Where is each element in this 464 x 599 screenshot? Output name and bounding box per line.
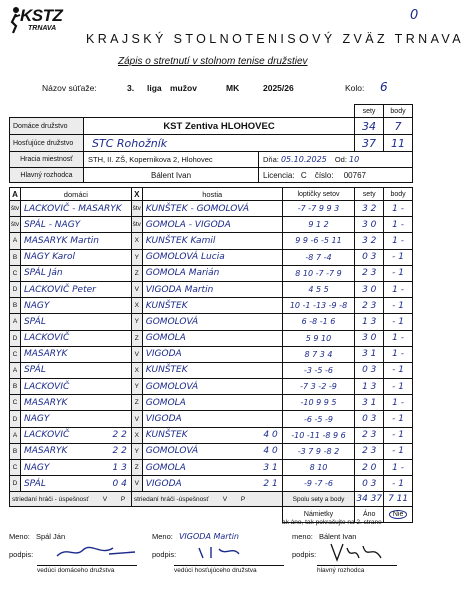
- total-sety: 34 37: [355, 492, 384, 507]
- match-row: [10, 379, 413, 395]
- guest-slot-code: Y: [131, 249, 142, 265]
- body-result: - 1: [384, 314, 413, 330]
- guest-slot-code: štv: [131, 217, 142, 233]
- home-slot-code: C: [10, 395, 21, 411]
- home-player: NAGY Karol: [20, 249, 131, 265]
- col-body: body: [384, 188, 413, 201]
- match-row: [10, 395, 413, 411]
- competition-category: mužov: [170, 83, 197, 93]
- home-slot-code: B: [10, 298, 21, 314]
- home-slot-code: A: [10, 362, 21, 378]
- org-title: KRAJSKÝ STOLNOTENISOVÝ ZVÄZ TRNAVA: [86, 32, 464, 46]
- home-slot-code: štv: [10, 217, 21, 233]
- sety-result: 3 1: [355, 346, 384, 362]
- competition-division: MK: [226, 83, 240, 93]
- sety-result: 0 3: [355, 476, 384, 492]
- match-row: [10, 314, 413, 330]
- date-value: 05.10.2025: [280, 155, 327, 164]
- home-player: NAGY: [20, 411, 131, 427]
- match-row: [10, 281, 413, 297]
- match-row: [10, 249, 413, 265]
- guest-player: GOMOLOVÁ: [142, 379, 282, 395]
- sub-guest-v: V: [222, 495, 228, 503]
- sety-result: 2 0: [355, 460, 384, 476]
- sub-home-v: V: [102, 495, 108, 503]
- guest-player: GOMOLA Marián: [142, 265, 282, 281]
- home-player: SPÁL: [20, 314, 131, 330]
- sub-guest-label: striedaní hráči -úspešnosť: [133, 495, 209, 503]
- home-slot-code: C: [10, 265, 21, 281]
- home-player: NAGY 1 3: [20, 460, 131, 476]
- referee-label: Hlavný rozhodca: [10, 168, 84, 183]
- home-sub-score: 0 4: [112, 478, 127, 489]
- sety-label: sety: [355, 105, 384, 118]
- guest-slot-code: Y: [131, 314, 142, 330]
- set-scores: -7 3 -2 -9: [282, 379, 355, 395]
- guest-player: GOMOLOVÁ Lucia: [142, 249, 282, 265]
- home-leader: [9, 532, 65, 541]
- set-scores: 6 -8 -1 6: [282, 314, 355, 330]
- home-player: SPÁL Ján: [20, 265, 131, 281]
- set-scores: 10 -1 -13 -9 -8: [282, 298, 355, 314]
- licence-number: 00767: [343, 170, 366, 180]
- body-result: - 1: [384, 443, 413, 459]
- set-scores: 5 9 10: [282, 330, 355, 346]
- sety-result: 0 3: [355, 249, 384, 265]
- sub-guest-p: P: [240, 495, 246, 503]
- guest-slot-code: V: [131, 346, 142, 362]
- ref-sign-label: podpis:: [292, 550, 317, 559]
- home-player: LACKOVIČ 2 2: [20, 427, 131, 443]
- match-info-table: [9, 104, 413, 183]
- home-slot-code: D: [10, 330, 21, 346]
- home-leader-name: Spál Ján: [35, 532, 66, 541]
- match-row: [10, 476, 413, 492]
- number-label: číslo:: [314, 170, 334, 180]
- home-player: SPÁL - NAGY: [20, 217, 131, 233]
- guest-slot-code: V: [131, 411, 142, 427]
- sety-result: 0 3: [355, 411, 384, 427]
- corner-mark: 0: [410, 8, 419, 23]
- body-result: - 1: [384, 362, 413, 378]
- ref-label: meno:: [292, 532, 313, 541]
- sety-result: 3 0: [355, 281, 384, 297]
- col-x: X: [131, 188, 142, 201]
- match-row: [10, 201, 413, 217]
- guest-team-label: Hosťujúce družstvo: [10, 135, 84, 152]
- match-row: [10, 427, 413, 443]
- set-scores: 8 7 3 4: [282, 346, 355, 362]
- guest-player: KUNŠTEK Kamil: [142, 233, 282, 249]
- home-sub-score: 1 3: [112, 462, 127, 473]
- set-scores: -8 7 -4: [282, 249, 355, 265]
- sub-home-cell: [10, 492, 132, 507]
- namietky-label: Námietky: [282, 507, 355, 523]
- set-scores: 4 5 5: [282, 281, 355, 297]
- home-slot-code: štv: [10, 201, 21, 217]
- col-sety: sety: [355, 188, 384, 201]
- total-body: 7 11: [384, 492, 413, 507]
- body-result: 1 -: [384, 217, 413, 233]
- guest-slot-code: Z: [131, 395, 142, 411]
- document-header: [0, 0, 464, 67]
- set-scores: -10 -11 -8 9 6: [282, 427, 355, 443]
- home-sety-total: 34: [355, 118, 384, 135]
- guest-slot-code: Z: [131, 265, 142, 281]
- col-domaci: domáci: [20, 188, 131, 201]
- home-leader-label: Meno:: [9, 532, 30, 541]
- home-sub-score: 2 2: [112, 430, 127, 441]
- referee-name: Bálent Ivan: [84, 168, 259, 183]
- guest-sety-total: 37: [355, 135, 384, 152]
- competition-label: Názov súťaže:: [42, 83, 97, 93]
- home-player: SPÁL: [20, 362, 131, 378]
- sety-result: 3 0: [355, 217, 384, 233]
- col-hostia: hostia: [142, 188, 282, 201]
- guest-slot-code: Y: [131, 379, 142, 395]
- home-player: LACKOVIČ: [20, 330, 131, 346]
- match-rows: [10, 201, 413, 492]
- guest-slot-code: X: [131, 298, 142, 314]
- body-label: body: [384, 105, 413, 118]
- guest-slot-code: Y: [131, 443, 142, 459]
- home-player: MASARYK: [20, 395, 131, 411]
- kstz-logo: [8, 6, 70, 46]
- home-slot-code: A: [10, 314, 21, 330]
- home-player: MASARYK 2 2: [20, 443, 131, 459]
- match-row: [10, 362, 413, 378]
- guest-player: GOMOLOVÁ: [142, 314, 282, 330]
- sety-result: 1 3: [355, 314, 384, 330]
- match-row: [10, 460, 413, 476]
- venue-label: Hracia miestnosť: [10, 152, 84, 168]
- guest-slot-code: V: [131, 281, 142, 297]
- set-scores: 8 10 -7 -7 9: [282, 265, 355, 281]
- body-result: 1 -: [384, 346, 413, 362]
- logo-sub: TRNAVA: [28, 25, 57, 32]
- licence-cell: [259, 168, 413, 183]
- set-scores: -10 9 9 5: [282, 395, 355, 411]
- guest-player: GOMOLA: [142, 330, 282, 346]
- guest-slot-code: štv: [131, 201, 142, 217]
- sety-result: 3 2: [355, 233, 384, 249]
- guest-leader-label: Meno:: [152, 532, 173, 541]
- competition-liga: liga: [147, 83, 162, 93]
- licence-class: C: [300, 170, 307, 180]
- home-leader-caption: vedúci domáceho družstva: [37, 565, 137, 574]
- body-result: - 1: [384, 476, 413, 492]
- home-slot-code: B: [10, 379, 21, 395]
- logo-mark: KSTZ: [20, 6, 63, 25]
- sety-result: 3 2: [355, 201, 384, 217]
- set-scores: -7 -7 9 9 3: [282, 201, 355, 217]
- continue-note: ak áno, tak pokračujte na 2. strane: [282, 519, 382, 526]
- guest-slot-code: X: [131, 362, 142, 378]
- guest-sub-score: 2 1: [263, 478, 278, 489]
- sety-result: 0 3: [355, 362, 384, 378]
- time-label: Od:: [334, 155, 347, 164]
- body-result: 1 -: [384, 395, 413, 411]
- home-player: SPÁL 0 4: [20, 476, 131, 492]
- namietky-nie-circled: Nie: [389, 510, 408, 519]
- namietky-nie: [384, 507, 413, 523]
- home-team-label: Domáce družstvo: [10, 118, 84, 135]
- ref-caption: hlavný rozhodca: [317, 565, 397, 574]
- guest-sign-label: podpis:: [152, 550, 177, 559]
- guest-body-total: 11: [384, 135, 413, 152]
- match-row: [10, 265, 413, 281]
- guest-slot-code: V: [131, 476, 142, 492]
- home-sign-label: podpis:: [9, 550, 34, 559]
- guest-signature-icon: [189, 544, 259, 560]
- guest-sub-score: 3 1: [263, 462, 278, 473]
- home-slot-code: D: [10, 281, 21, 297]
- match-row: [10, 233, 413, 249]
- sety-result: 1 3: [355, 379, 384, 395]
- match-row: [10, 330, 413, 346]
- body-result: - 1: [384, 298, 413, 314]
- round-label: Kolo:: [345, 83, 365, 93]
- match-row: [10, 346, 413, 362]
- guest-player: VIGODA: [142, 346, 282, 362]
- guest-slot-code: Z: [131, 330, 142, 346]
- body-result: 1 -: [384, 233, 413, 249]
- guest-player: VIGODA Martin: [142, 281, 282, 297]
- ref-signature-icon: [327, 540, 387, 564]
- guest-leader-name: VIGODA Martin: [178, 532, 239, 541]
- venue-value: STH, II. ZŠ, Kopernikova 2, Hlohovec: [84, 152, 259, 168]
- match-row: [10, 411, 413, 427]
- sety-result: 2 3: [355, 298, 384, 314]
- sub-home-label: striedaní hráči - úspešnosť: [12, 495, 89, 503]
- match-row: [10, 217, 413, 233]
- guest-slot-code: X: [131, 233, 142, 249]
- guest-player: KUNŠTEK 4 0: [142, 427, 282, 443]
- home-player: MASARYK Martin: [20, 233, 131, 249]
- guest-player: VIGODA: [142, 411, 282, 427]
- guest-player: VIGODA 2 1: [142, 476, 282, 492]
- sety-result: 2 3: [355, 427, 384, 443]
- home-slot-code: D: [10, 411, 21, 427]
- round-value: 6: [380, 80, 388, 94]
- home-slot-code: B: [10, 443, 21, 459]
- date-label: Dňa:: [263, 155, 279, 164]
- competition-level: 3.: [127, 83, 135, 93]
- matches-table: [9, 187, 413, 523]
- sety-result: 2 3: [355, 265, 384, 281]
- guest-slot-code: X: [131, 427, 142, 443]
- guest-sub-score: 4 0: [263, 446, 278, 457]
- home-slot-code: C: [10, 346, 21, 362]
- sety-result: 2 3: [355, 443, 384, 459]
- set-scores: 9 9 -6 -5 11: [282, 233, 355, 249]
- home-player: NAGY: [20, 298, 131, 314]
- home-team-name: KST Zentiva HLOHOVEC: [84, 118, 355, 135]
- guest-player: KUNŠTEK - GOMOLOVÁ: [142, 201, 282, 217]
- home-slot-code: A: [10, 427, 21, 443]
- time-value: 10: [349, 155, 360, 164]
- home-player: LACKOVIČ - MASARYK: [20, 201, 131, 217]
- body-result: 1 -: [384, 281, 413, 297]
- sub-guest-cell: [131, 492, 282, 507]
- guest-player: GOMOLA 3 1: [142, 460, 282, 476]
- set-scores: -3 7 9 -8 2: [282, 443, 355, 459]
- sub-home-p: P: [120, 495, 126, 503]
- namietky-ano: Áno: [355, 507, 384, 523]
- guest-sub-score: 4 0: [263, 430, 278, 441]
- guest-team-name: STC Rohožník: [84, 135, 355, 152]
- date-cell: [259, 152, 413, 168]
- competition-season: 2025/26: [263, 83, 294, 93]
- match-row: [10, 298, 413, 314]
- guest-slot-code: Z: [131, 460, 142, 476]
- document-subtitle: Zápis o stretnutí v stolnom tenise družstiev: [118, 56, 308, 67]
- set-scores: 9 1 2: [282, 217, 355, 233]
- licence-label: Licencia:: [263, 170, 295, 180]
- set-scores: 8 10: [282, 460, 355, 476]
- guest-player: GOMOLA - VIGODA: [142, 217, 282, 233]
- guest-leader-caption: vedúci hosťujúceho družstva: [174, 565, 284, 574]
- signature-block: [9, 532, 413, 580]
- home-body-total: 7: [384, 118, 413, 135]
- set-scores: -3 -5 -6: [282, 362, 355, 378]
- match-row: [10, 443, 413, 459]
- guest-player: KUNŠTEK: [142, 298, 282, 314]
- home-sub-score: 2 2: [112, 446, 127, 457]
- col-sets: loptičky setov: [282, 188, 355, 201]
- home-slot-code: B: [10, 249, 21, 265]
- home-player: LACKOVIČ Peter: [20, 281, 131, 297]
- body-result: - 1: [384, 427, 413, 443]
- body-result: 1 -: [384, 460, 413, 476]
- home-slot-code: D: [10, 476, 21, 492]
- home-player: LACKOVIČ: [20, 379, 131, 395]
- spolu-label: Spolu sety a body: [282, 492, 355, 507]
- body-result: - 1: [384, 379, 413, 395]
- sety-result: 3 1: [355, 395, 384, 411]
- home-player: MASARYK: [20, 346, 131, 362]
- sety-result: 3 0: [355, 330, 384, 346]
- guest-player: KUNŠTEK: [142, 362, 282, 378]
- home-slot-code: A: [10, 233, 21, 249]
- ref-name: Bálent Ivan: [318, 532, 357, 541]
- guest-player: GOMOLOVÁ 4 0: [142, 443, 282, 459]
- body-result: - 1: [384, 265, 413, 281]
- body-result: 1 -: [384, 201, 413, 217]
- guest-player: GOMOLA: [142, 395, 282, 411]
- set-scores: -6 -5 -9: [282, 411, 355, 427]
- set-scores: -9 -7 -6: [282, 476, 355, 492]
- home-signature-icon: [49, 544, 139, 560]
- body-result: - 1: [384, 249, 413, 265]
- col-a: A: [10, 188, 21, 201]
- body-result: 1 -: [384, 330, 413, 346]
- body-result: - 1: [384, 411, 413, 427]
- home-slot-code: C: [10, 460, 21, 476]
- guest-leader: [152, 532, 239, 541]
